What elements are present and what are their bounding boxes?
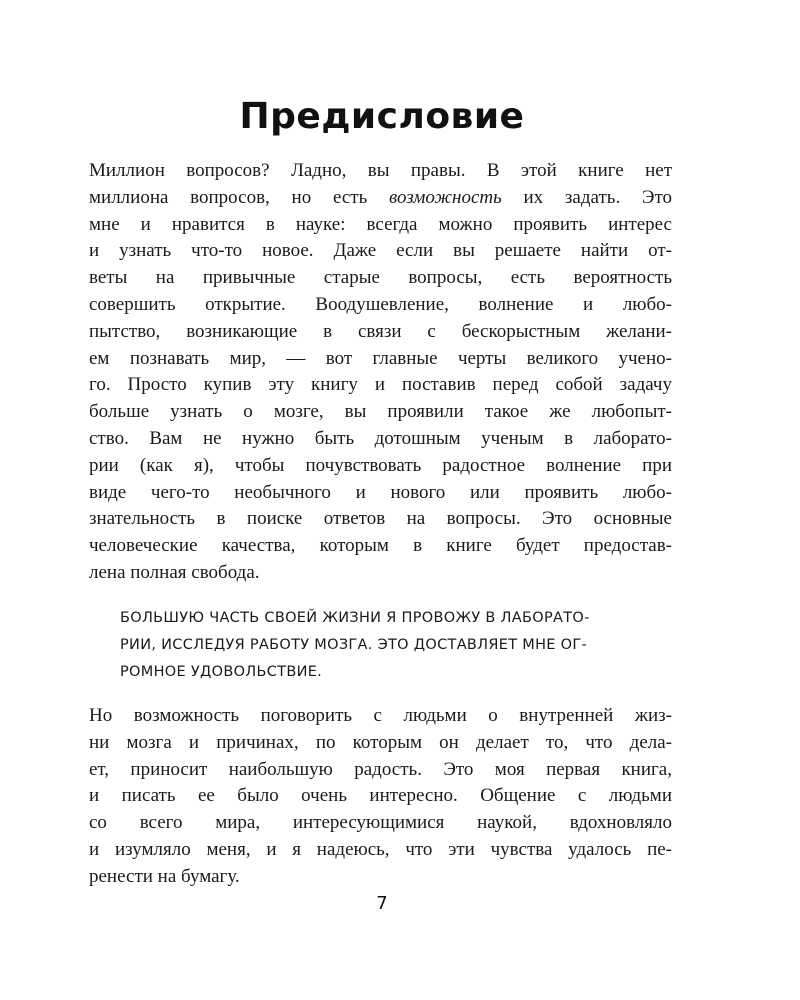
text-line: ренести на бумагу.: [89, 865, 240, 887]
text-line: и узнать что-то новое. Даже если вы решаете найти от-: [89, 240, 672, 262]
quote-line: РОМНОЕ УДОВОЛЬСТВИЕ.: [120, 664, 323, 680]
text-line: Но возможность поговорить с людьми о внутренней жиз-: [89, 705, 672, 726]
quote-line: РИИ, ИССЛЕДУЯ РАБОТУ МОЗГА. ЭТО ДОСТАВЛЯЕТ МНЕ ОГ-: [120, 637, 588, 653]
text-line: веты на привычные старые вопросы, есть вероятность: [89, 267, 672, 289]
text-line: ство. Вам не нужно быть дотошным ученым в лаборато-: [89, 427, 672, 449]
text-line: и изумляло меня, и я надеюсь, что эти чувства удалось пе-: [89, 838, 672, 860]
text-line: Миллион вопросов? Ладно, вы правы. В этой книге нет: [89, 160, 672, 181]
pull-quote: [120, 605, 652, 686]
emphasis-word: возможность: [389, 186, 502, 208]
text-line: миллиона вопросов, но есть возможность их задать. Это: [89, 186, 672, 208]
paragraph-2: [89, 703, 672, 891]
text-line: ем познавать мир, — вот главные черты великого учено-: [89, 347, 672, 369]
page-number: 7: [376, 893, 388, 914]
text-line: ни мозга и причинах, по которым он делает то, что дела-: [89, 731, 672, 753]
text-line: пытство, возникающие в связи с бескорыстным желани-: [89, 320, 672, 342]
text-line: совершить открытие. Воодушевление, волнение и любо-: [89, 293, 672, 315]
text-line: и писать ее было очень интересно. Общение с людьми: [89, 785, 672, 807]
text-line: го. Просто купив эту книгу и поставив перед собой задачу: [89, 374, 672, 396]
paragraph-1: [89, 158, 672, 587]
text-line: со всего мира, интересующимися наукой, вдохновляло: [89, 812, 672, 834]
text-line: человеческие качества, которым в книге будет предостав-: [89, 535, 672, 557]
text-line: мне и нравится в науке: всегда можно проявить интерес: [89, 213, 672, 235]
quote-line: БОЛЬШУЮ ЧАСТЬ СВОЕЙ ЖИЗНИ Я ПРОВОЖУ В ЛАБОРАТО-: [120, 610, 590, 626]
text-line: виде чего-то необычного и нового или проявить любо-: [89, 481, 672, 503]
text-line: ет, приносит наибольшую радость. Это моя первая книга,: [89, 758, 672, 780]
page-title: Предисловие: [239, 96, 525, 137]
text-line: больше узнать о мозге, вы проявили такое же любопыт-: [89, 401, 672, 423]
text-line: знательность в поиске ответов на вопросы. Это основные: [89, 508, 672, 530]
text-line: рии (как я), чтобы почувствовать радостное волнение при: [89, 454, 672, 476]
text-line: лена полная свобода.: [89, 561, 260, 583]
